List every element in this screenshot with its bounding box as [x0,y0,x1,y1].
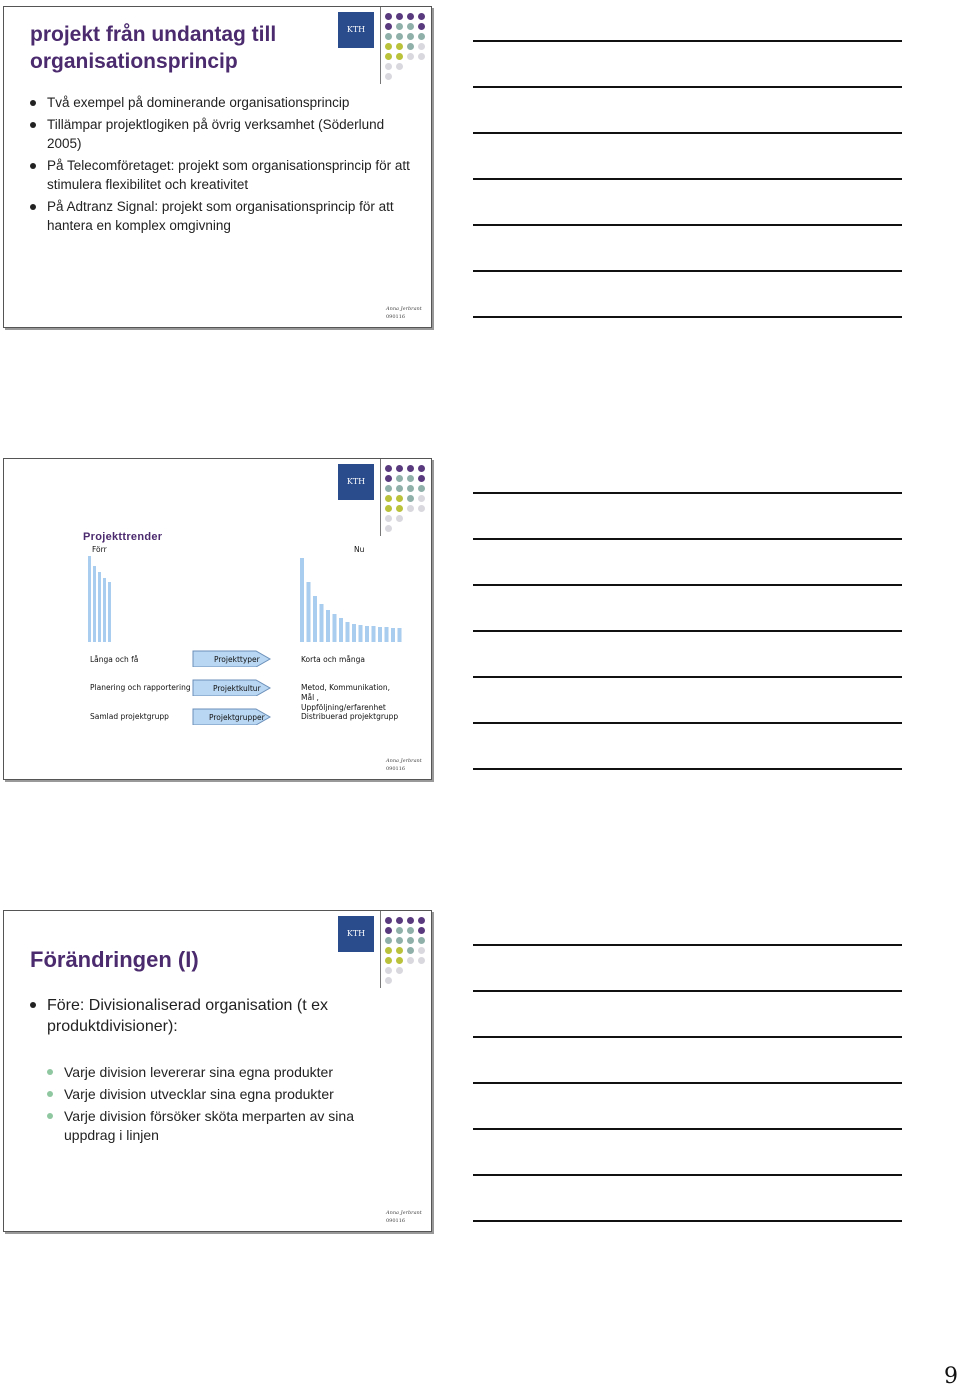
note-line [473,676,902,678]
dot-grid-icon [385,465,432,535]
note-line [473,1174,902,1176]
slide-footer [386,1209,422,1225]
sub-bullet-list [47,1063,377,1145]
list-item: Före: Divisionaliserad organisation (t ex produktdivisioner): [30,995,375,1037]
dot-grid-dot [385,977,392,984]
dot-grid-dot [407,465,414,472]
dot-grid-dot [407,937,414,944]
note-line [473,492,902,494]
dot-grid-dot [407,485,414,492]
dot-grid-dot [418,495,425,502]
bar [93,566,96,642]
dot-grid-dot [385,33,392,40]
divider [380,459,381,536]
note-line [473,538,902,540]
row-2-left: Planering och rapportering [90,683,191,692]
divider [380,7,381,84]
dot-grid-dot [396,33,403,40]
dot-grid-dot [418,505,425,512]
dot-grid-dot [385,917,392,924]
note-line [473,1220,902,1222]
note-line [473,1036,902,1038]
row-2-arrow: Projektkultur [213,684,261,693]
slide-title: Förändringen (I) [30,947,199,972]
dot-grid-dot [418,957,425,964]
bar [98,572,101,642]
dot-grid-dot [396,53,403,60]
dot-grid-dot [385,43,392,50]
slide-footer [386,757,422,773]
slide-footer [386,305,422,321]
bar [378,627,382,642]
dot-grid-dot [396,515,403,522]
row-3-right: Distribuerad projektgrupp [301,712,399,721]
dot-grid-dot [407,43,414,50]
bar [313,596,317,642]
note-line [473,722,902,724]
dot-grid-dot [385,73,392,80]
dot-grid-dot [396,465,403,472]
note-line [473,316,902,318]
dot-grid-dot [385,465,392,472]
dot-grid-dot [385,475,392,482]
dot-grid-dot [385,525,392,532]
bar [346,622,350,642]
author: Anna Jerbrant [386,758,422,764]
date: 090116 [386,766,406,772]
dot-grid-dot [407,957,414,964]
note-line [473,944,902,946]
note-line [473,224,902,226]
dot-grid-dot [396,13,403,20]
dot-grid-dot [396,475,403,482]
dot-grid-dot [407,475,414,482]
bar [108,582,111,642]
note-line [473,86,902,88]
row-3-left: Samlad projektgrupp [90,712,169,721]
dot-grid-dot [418,927,425,934]
divider [380,911,381,988]
dot-grid-dot [407,917,414,924]
slide-2 [3,458,432,780]
note-line [473,178,902,180]
dot-grid-dot [418,485,425,492]
dot-grid-dot [385,23,392,30]
dot-grid-dot [407,33,414,40]
dot-grid-dot [418,33,425,40]
dot-grid-dot [418,947,425,954]
row-1-left: Långa och få [90,655,139,664]
slide-1 [3,6,432,328]
now-label: Nu [354,545,365,554]
dot-grid-dot [418,13,425,20]
list-item: Två exempel på dominerande organisationsprincip [30,93,410,113]
dot-grid-dot [396,927,403,934]
dot-grid-dot [396,967,403,974]
dot-grid-dot [385,13,392,20]
dot-grid-dot [385,515,392,522]
list-item: Varje division försöker sköta merparten av sina uppdrag i linjen [47,1107,377,1145]
author: Anna Jerbrant [386,1210,422,1216]
dot-grid-dot [407,53,414,60]
bar [326,610,330,642]
row-2-right: Metod, Kommunikation, Mål , Uppföljning/erfarenhet [301,683,391,712]
note-line [473,630,902,632]
bar [391,628,395,642]
author: Anna Jerbrant [386,306,422,312]
dot-grid-dot [396,23,403,30]
bullet-list [30,995,375,1037]
bullet-list [30,93,410,236]
bar [359,625,363,642]
bar [307,582,311,642]
dot-grid-dot [418,465,425,472]
kth-crest-icon: KTH [338,464,374,500]
dot-grid-dot [407,23,414,30]
kth-crest-icon: KTH [338,916,374,952]
dot-grid-dot [418,23,425,30]
dot-grid-dot [396,495,403,502]
page-number: 9 [944,1364,958,1389]
row-1-right: Korta och många [301,655,365,664]
dot-grid-dot [418,53,425,60]
bar [320,604,324,642]
note-line [473,990,902,992]
note-line [473,1082,902,1084]
row-3-arrow: Projektgrupper [209,713,265,722]
dot-grid-dot [396,485,403,492]
bar [385,627,389,642]
note-line [473,584,902,586]
dot-grid-dot [385,485,392,492]
dot-grid-dot [396,43,403,50]
bar [398,628,402,642]
bar [300,558,304,642]
dot-grid-dot [396,505,403,512]
list-item: Varje division utvecklar sina egna produkter [47,1085,377,1104]
slide-3 [3,910,432,1232]
date: 090116 [386,314,406,320]
bar [88,556,91,642]
note-line [473,1128,902,1130]
bar-chart-now [300,554,415,644]
dot-grid-dot [396,937,403,944]
note-line [473,132,902,134]
list-item: Varje division levererar sina egna produkter [47,1063,377,1082]
slide-title: projekt från undantag till organisationsprincip [30,23,277,73]
dot-grid-dot [385,957,392,964]
date: 090116 [386,1218,406,1224]
dot-grid-dot [418,917,425,924]
dot-grid-dot [385,967,392,974]
bar [352,624,356,642]
dot-grid-dot [385,53,392,60]
before-label: Förr [92,545,107,554]
list-item: På Telecomföretaget: projekt som organisationsprincip för att stimulera flexibilitet och kreativitet [30,156,410,195]
note-line [473,40,902,42]
dot-grid-dot [385,937,392,944]
dot-grid-dot [396,917,403,924]
dot-grid-dot [385,947,392,954]
dot-grid-dot [396,63,403,70]
list-item: På Adtranz Signal: projekt som organisationsprincip för att hantera en komplex omgivning [30,197,410,236]
bar [365,626,369,642]
dot-grid-dot [407,505,414,512]
bar [333,614,337,642]
note-line [473,270,902,272]
bar [372,626,376,642]
dot-grid-icon [385,13,432,83]
dot-grid-dot [407,947,414,954]
dot-grid-icon [385,917,432,987]
dot-grid-dot [418,475,425,482]
dot-grid-dot [407,495,414,502]
bar-chart-before [88,554,118,644]
bar [339,618,343,642]
dot-grid-dot [385,927,392,934]
note-line [473,768,902,770]
dot-grid-dot [407,927,414,934]
dot-grid-dot [418,43,425,50]
row-1-arrow: Projekttyper [214,655,260,664]
dot-grid-dot [396,947,403,954]
dot-grid-dot [407,13,414,20]
slide-title: Projekttrender [83,531,163,543]
dot-grid-dot [385,63,392,70]
dot-grid-dot [418,937,425,944]
list-item: Tillämpar projektlogiken på övrig verksamhet (Söderlund 2005) [30,115,410,154]
dot-grid-dot [385,505,392,512]
bar [103,578,106,642]
kth-crest-icon: KTH [338,12,374,48]
dot-grid-dot [396,957,403,964]
dot-grid-dot [385,495,392,502]
